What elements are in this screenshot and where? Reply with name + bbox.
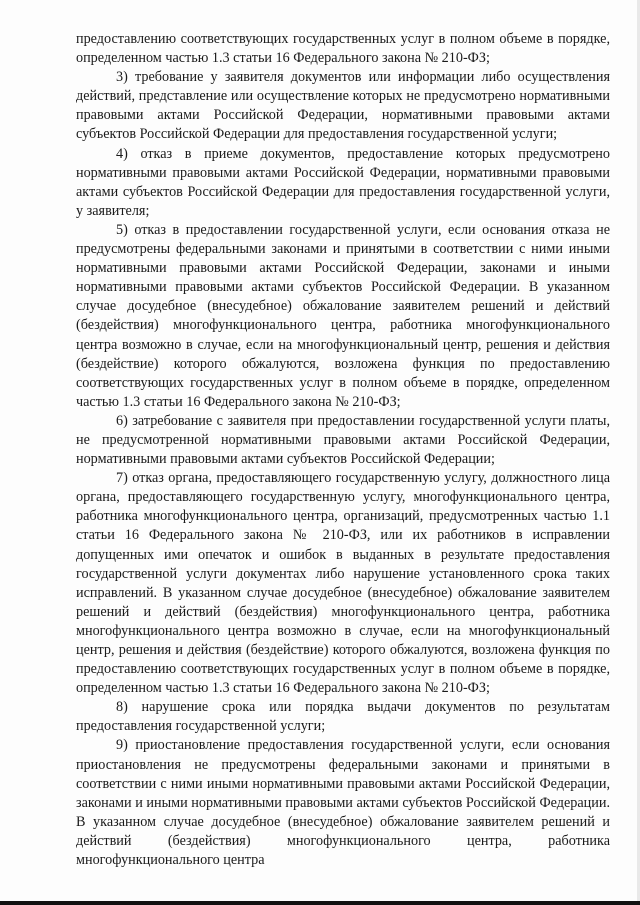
- paragraph-item-8: 8) нарушение срока или порядка выдачи документов по результатам предоставления государственной услуги;: [76, 699, 610, 735]
- document-body: [76, 30, 610, 870]
- paragraph-continuation: предоставлению соответствующих государственных услуг в полном объеме в порядке, определенном частью 1.3 статьи 16 Федерального закона № 210-ФЗ;: [76, 31, 610, 67]
- paragraph-item-3: 3) требование у заявителя документов или информации либо осуществления действий, представление или осуществление которых не предусмотрено нормативными правовыми актами Российской Федерации, нормативными правовыми актами субъектов Российской Федерации для предоставления государственной услуги;: [76, 69, 610, 143]
- paragraph-item-9: 9) приостановление предоставления государственной услуги, если основания приостановления не предусмотрены федеральными законами и принятыми в соответствии с ними иными нормативными правовыми актами Российской Федерации, законами и иными нормативными правовыми актами субъектов Российской Федерации. В указанном случае досудебное (внесудебное) обжалование заявителем решений и действий (бездействия) многофункционального центра, работника многофункционального центра: [76, 737, 610, 869]
- paragraph-item-4: 4) отказ в приеме документов, предоставление которых предусмотрено нормативными правовыми актами Российской Федерации, нормативными правовыми актами субъектов Российской Федерации для предоставления государственной услуги, у заявителя;: [76, 145, 610, 219]
- paragraph-item-6: 6) затребование с заявителя при предоставлении государственной услуги платы, не предусмотренной нормативными правовыми актами Российской Федерации, нормативными правовыми актами субъектов Российской Федерации;: [76, 412, 610, 468]
- paragraph-item-5: 5) отказ в предоставлении государственной услуги, если основания отказа не предусмотрены федеральными законами и принятыми в соответствии с ними иными нормативными правовыми актами Российской Федерации, законами и иными нормативными правовыми актами субъектов Российской Федерации. В указанном случае досудебное (внесудебное) обжалование заявителем решений и действий (бездействия) многофункционального центра, работника многофункционального центра возможно в случае, если на многофункциональный центр, решения и действия (бездействие) которого обжалуются, возложена функция по предоставлению соответствующих государственных услуг в полном объеме в порядке, определенном частью 1.3 статьи 16 Федерального закона № 210-ФЗ;: [76, 221, 610, 410]
- paragraph-item-7: 7) отказ органа, предоставляющего государственную услугу, должностного лица органа, предоставляющего государственную услугу, многофункционального центра, работника многофункционального центра, организаций, предусмотренных частью 1.1 статьи 16 Федерального закона № 210-ФЗ, или их работников в исправлении допущенных ими опечаток и ошибок в выданных в результате предоставления государственной услуги документах либо нарушение установленного срока таких исправлений. В указанном случае досудебное (внесудебное) обжалование заявителем решений и действий (бездействия) многофункционального центра, работника многофункционального центра возможно в случае, если на многофункциональный центр, решения и действия (бездействие) которого обжалуются, возложена функция по предоставлению соответствующих государственных услуг в полном объеме в порядке, определенном частью 1.3 статьи 16 Федерального закона № 210-ФЗ;: [76, 470, 610, 697]
- scan-edge-bottom: [0, 901, 640, 905]
